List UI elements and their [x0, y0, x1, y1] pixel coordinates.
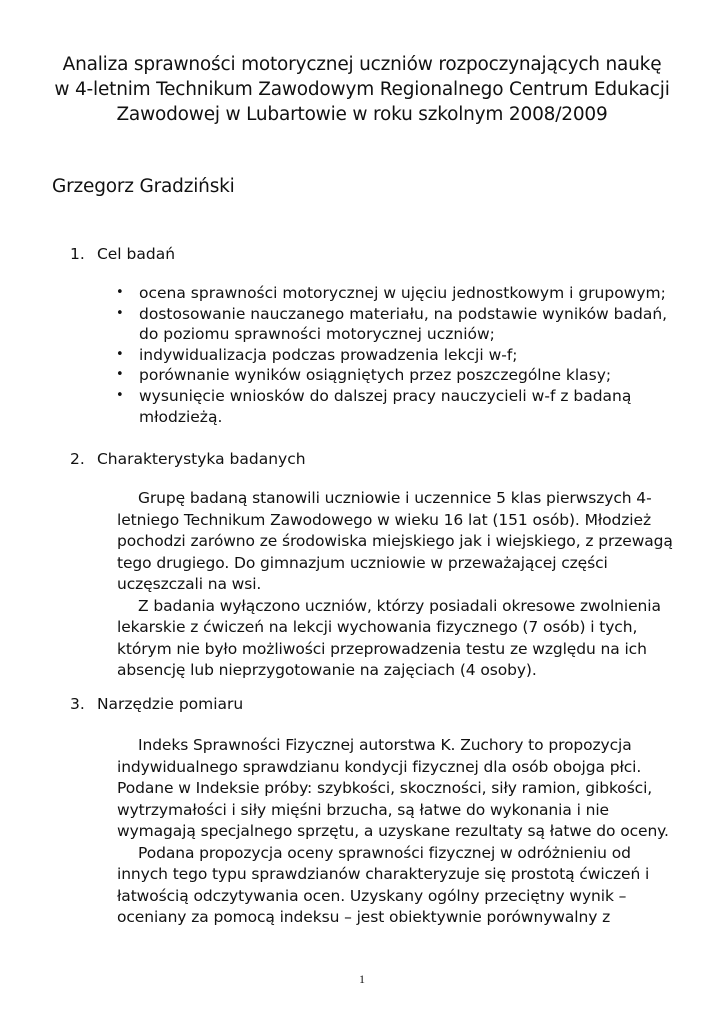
bullet-marker: • [116, 305, 124, 321]
title-line: Analiza sprawności motorycznej uczniów rozpoczynających naukę [62, 54, 662, 75]
paragraph-line: absencję lub nieprzygotowanie na zajęciach (4 osoby). [117, 661, 537, 679]
list-item-text: do poziomu sprawności motorycznej uczniów; [139, 325, 495, 344]
list-item [110, 304, 690, 345]
participants-paragraph [117, 488, 697, 682]
title-line: w 4-letnim Technikum Zawodowym Regionalnego Centrum Edukacji [54, 79, 670, 100]
title-line: Zawodowej w Lubartowie w roku szkolnym 2008/2009 [116, 104, 608, 125]
section-heading-goals [70, 244, 175, 265]
paragraph-line: Indeks Sprawności Fizycznej autorstwa K. Zuchory to propozycja [138, 736, 632, 754]
section-heading-measurement-tool [70, 694, 243, 715]
section-number: 2. [70, 450, 85, 468]
paragraph-line: Z badania wyłączono uczniów, którzy posiadali okresowe zwolnienia [138, 596, 661, 615]
section-number: 3. [70, 695, 85, 713]
paragraph-line: letniego Technikum Zawodowego w wieku 16 lat (151 osób). Młodzież [117, 510, 651, 529]
list-item-text: porównanie wyników osiągniętych przez poszczególne klasy; [139, 366, 612, 385]
paragraph-line: uczęszczali na wsi. [117, 575, 262, 593]
paragraph-line: innych tego typu sprawdzianów charakteryzuje się prostotą ćwiczeń i [117, 865, 650, 883]
bullet-marker: • [116, 367, 124, 383]
bullet-marker: • [116, 346, 124, 362]
measurement-tool-paragraph [117, 735, 697, 929]
list-item [110, 386, 690, 427]
section-title: Cel badań [96, 245, 176, 263]
paragraph-line: lekarskie z ćwiczeń na lekcji wychowania fizycznego (7 osób) i tych, [117, 618, 638, 636]
paragraph-line: łatwością odczytywania ocen. Uzyskany ogólny przeciętny wynik – [117, 886, 627, 905]
list-item-text: dostosowanie nauczanego materiału, na podstawie wyników badań, [139, 304, 668, 323]
list-item-text: indywidualizacja podczas prowadzenia lekcji w-f; [139, 345, 518, 364]
paragraph-line: wymagają specjalnego sprzętu, a uzyskane rezultaty są łatwe do oceny. [117, 822, 669, 840]
goals-list [110, 283, 690, 427]
list-item-text: ocena sprawności motorycznej w ujęciu jednostkowym i grupowym; [139, 284, 666, 302]
section-number: 1. [70, 245, 85, 263]
section-title: Narzędzie pomiaru [96, 695, 244, 713]
paragraph-line: indywidualnego sprawdzianu kondycji fizycznej dla osób obojga płci. [117, 757, 642, 776]
bullet-marker: • [116, 387, 124, 403]
paragraph-line: Podana propozycja oceny sprawności fizycznej w odróżnieniu od [138, 843, 631, 862]
paragraph-line: wytrzymałości i siły mięśni brzucha, są łatwe do wykonania i nie [117, 800, 609, 819]
list-item [110, 345, 690, 366]
list-item [110, 365, 690, 386]
bullet-marker: • [116, 285, 124, 300]
paragraph-line: Grupę badaną stanowili uczniowie i uczennice 5 klas pierwszych 4- [138, 489, 652, 507]
section-heading-participants [70, 449, 306, 470]
list-item-text: wysunięcie wniosków do dalszej pracy nauczycieli w-f z badaną [139, 386, 632, 405]
paragraph-line: tego drugiego. Do gimnazjum uczniowie w przeważającej części [117, 553, 608, 572]
author-name: Grzegorz Gradziński [52, 176, 235, 197]
section-title: Charakterystyka badanych [96, 450, 306, 468]
document-title [40, 52, 684, 127]
paragraph-line: którym nie było możliwości przeprowadzenia testu ze względu na ich [117, 639, 647, 658]
paragraph-line: oceniany za pomocą indeksu – jest obiektywnie porównywalny z [117, 908, 611, 926]
page-number: 1 [359, 972, 365, 986]
paragraph-line: Podane w Indeksie próby: szybkości, skoczności, siły ramion, gibkości, [117, 779, 653, 797]
list-item-text: młodzieżą. [139, 407, 223, 426]
list-item [110, 283, 690, 304]
paragraph-line: pochodzi zarówno ze środowiska miejskiego jak i wiejskiego, z przewagą [117, 532, 673, 550]
